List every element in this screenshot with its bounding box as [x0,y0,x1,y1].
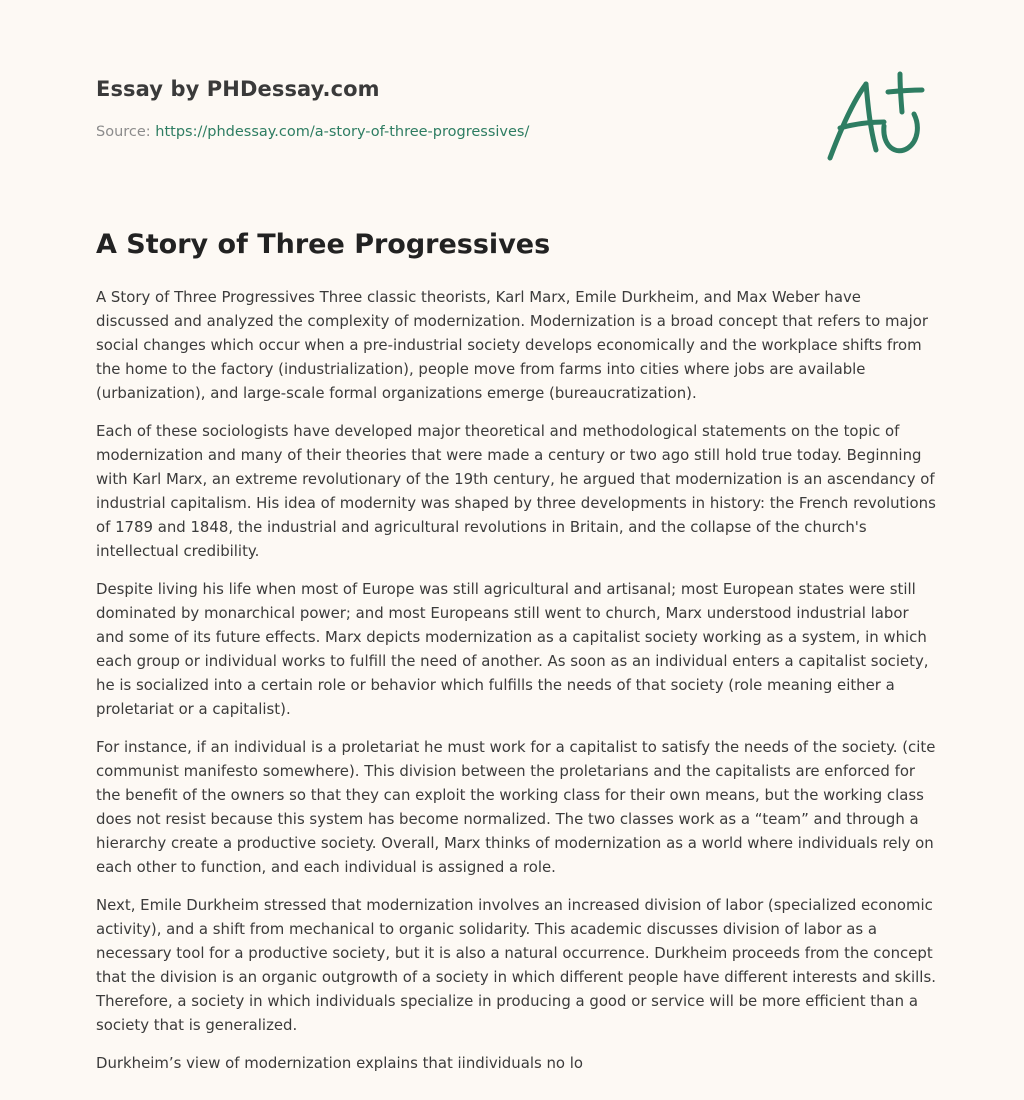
essay-paragraph: A Story of Three Progressives Three classic theorists, Karl Marx, Emile Durkheim, and Max Weber have discussed and analyzed the complexity of modernization. Modernization is a broad concept that refers to major social changes which occur when a pre-industrial society develops economically and the workplace shifts from the home to the factory (industrialization), people move from farms into cities where jobs are available (urbanization), and large-scale formal organizations emerge (bureaucratization). [96,288,928,402]
essay-paragraph: Each of these sociologists have developed major theoretical and methodological statements on the topic of modernization and many of their theories that were made a century or two ago still hold true today. Beginning with Karl Marx, an extreme revolutionary of the 19th century, he argued that modernization is an ascendancy of industrial capitalism. His idea of modernity was shaped by three developments in history: the French revolutions of 1789 and 1848, the industrial and agricultural revolutions in Britain, and the collapse of the church's intellectual credibility. [96,422,936,560]
essay-paragraph-truncated: Durkheim’s view of modernization explains that iindividuals no lo [96,1054,583,1072]
essay-title: A Story of Three Progressives [96,229,551,260]
site-title: Essay by PHDessay.com [96,77,380,101]
essay-body [96,285,936,1089]
essay-paragraph: Next, Emile Durkheim stressed that modernization involves an increased division of labor (specialized economic activity), and a shift from mechanical to organic solidarity. This academic discusses division of labor as a necessary tool for a productive society, but it is also a natural occurrence. Durkheim proceeds from the concept that the division is an organic outgrowth of a society in which different people have different interests and skills. Therefore, a society in which individuals specialize in producing a good or service will be more efficient than a society that is generalized. [96,896,936,1034]
a-plus-grade-icon [818,66,934,168]
essay-paragraph: Despite living his life when most of Europe was still agricultural and artisanal; most European states were still dominated by monarchical power; and most Europeans still went to church, Marx understood industrial labor and some of its future effects. Marx depicts modernization as a capitalist society working as a system, in which each group or individual works to fulfill the need of another. As soon as an individual enters a capitalist society, he is socialized into a certain role or behavior which fulfills the needs of that society (role meaning either a proletariat or a capitalist). [96,580,929,718]
source-label: Source: [96,124,151,140]
source-link[interactable]: https://phdessay.com/a-story-of-three-progressives/ [155,124,530,140]
essay-paragraph: For instance, if an individual is a proletariat he must work for a capitalist to satisfy the needs of the society. (cite communist manifesto somewhere). This division between the proletarians and the capitalists are enforced for the benefit of the owners so that they can exploit the working class for their own means, but the working class does not resist because this system has become normalized. The two classes work as a “team” and through a hierarchy create a productive society. Overall, Marx thinks of modernization as a world where individuals rely on each other to function, and each individual is assigned a role. [96,738,936,876]
source-line [96,124,529,140]
